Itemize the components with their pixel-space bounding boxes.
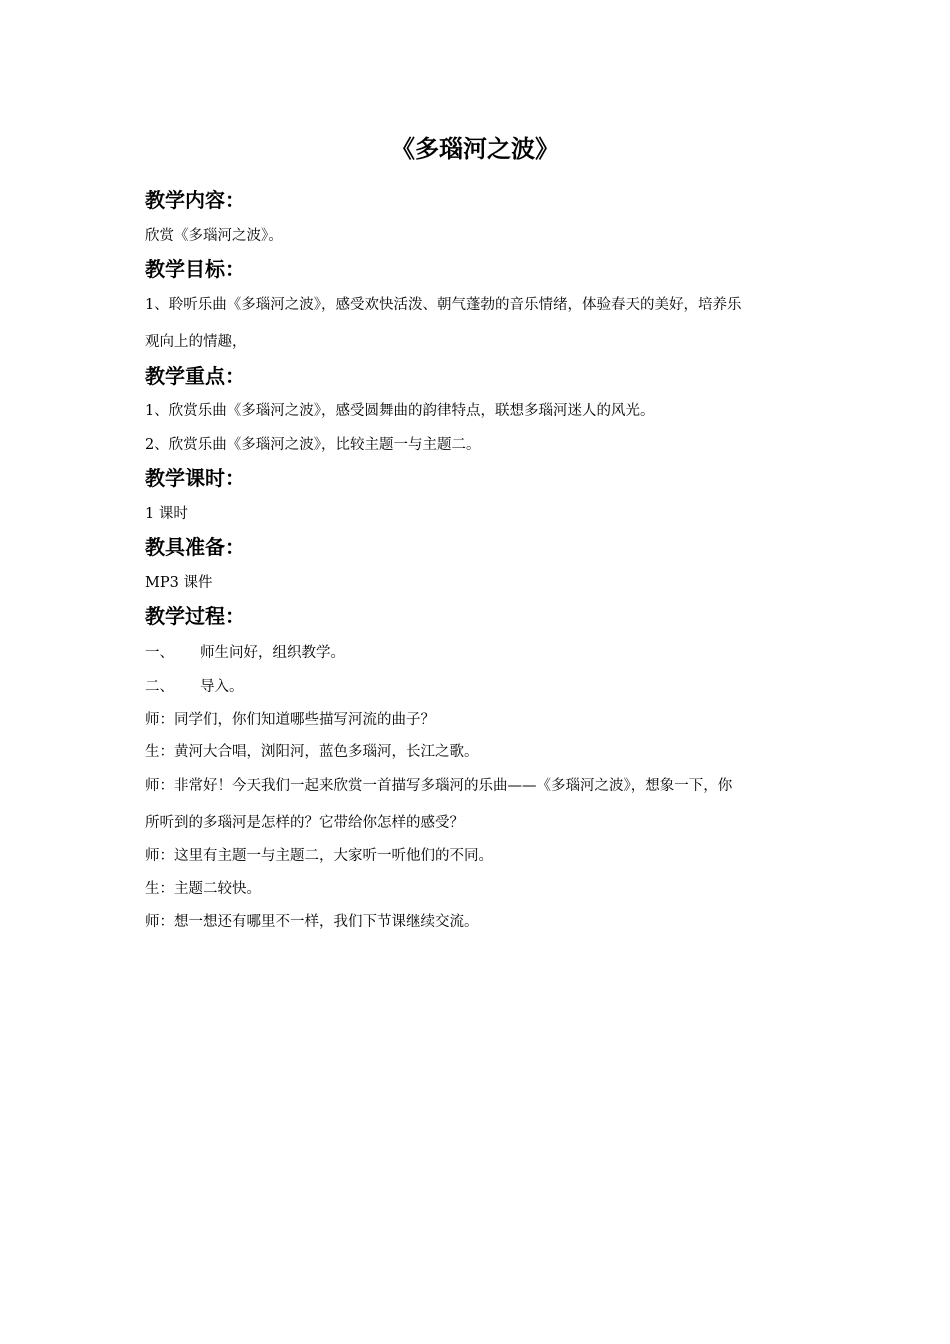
process-line-4: 所听到的多瑙河是怎样的？它带给你怎样的感受？ (145, 815, 464, 831)
process-step-2 (145, 676, 244, 698)
goals-line-2: 观向上的情趣， (145, 334, 247, 350)
section-heading-materials: 教具准备： (145, 535, 245, 559)
goals-line-1: 1、聆听乐曲《多瑙河之波》，感受欢快活泼、朝气蓬勃的音乐情绪，体验春天的美好，培养乐 (145, 297, 742, 313)
process-step-1 (145, 642, 345, 664)
process-step-1-marker: 一、 (145, 645, 174, 661)
process-line-6: 生：主题二较快。 (145, 881, 261, 897)
document-title: 《多瑙河之波》 (391, 135, 559, 163)
process-line-2: 生：黄河大合唱，浏阳河，蓝色多瑙河，长江之歌。 (145, 744, 479, 760)
process-line-7: 师：想一想还有哪里不一样，我们下节课继续交流。 (145, 914, 479, 930)
section-heading-hours: 教学课时： (145, 466, 245, 490)
focus-line-2: 2、欣赏乐曲《多瑙河之波》，比较主题一与主题二。 (145, 437, 481, 453)
section-heading-process: 教学过程： (145, 604, 245, 628)
content-line-1: 欣赏《多瑙河之波》。 (145, 228, 283, 244)
focus-line-1: 1、欣赏乐曲《多瑙河之波》，感受圆舞曲的韵律特点，联想多瑙河迷人的风光。 (145, 403, 655, 419)
process-line-5: 师：这里有主题一与主题二，大家听一听他们的不同。 (145, 848, 493, 864)
materials-line-1: MP3 课件 (145, 575, 213, 591)
process-step-2-marker: 二、 (145, 679, 174, 695)
hours-line-1: 1 课时 (145, 506, 188, 522)
process-step-1-text: 师生问好，组织教学。 (200, 645, 345, 661)
process-line-1: 师：同学们，你们知道哪些描写河流的曲子？ (145, 712, 435, 728)
process-step-2-text: 导入。 (200, 679, 244, 695)
process-line-3: 师：非常好！今天我们一起来欣赏一首描写多瑙河的乐曲——《多瑙河之波》，想象一下，你 (145, 778, 733, 794)
section-heading-content: 教学内容： (145, 188, 245, 212)
section-heading-focus: 教学重点： (145, 364, 245, 388)
section-heading-goals: 教学目标： (145, 257, 245, 281)
